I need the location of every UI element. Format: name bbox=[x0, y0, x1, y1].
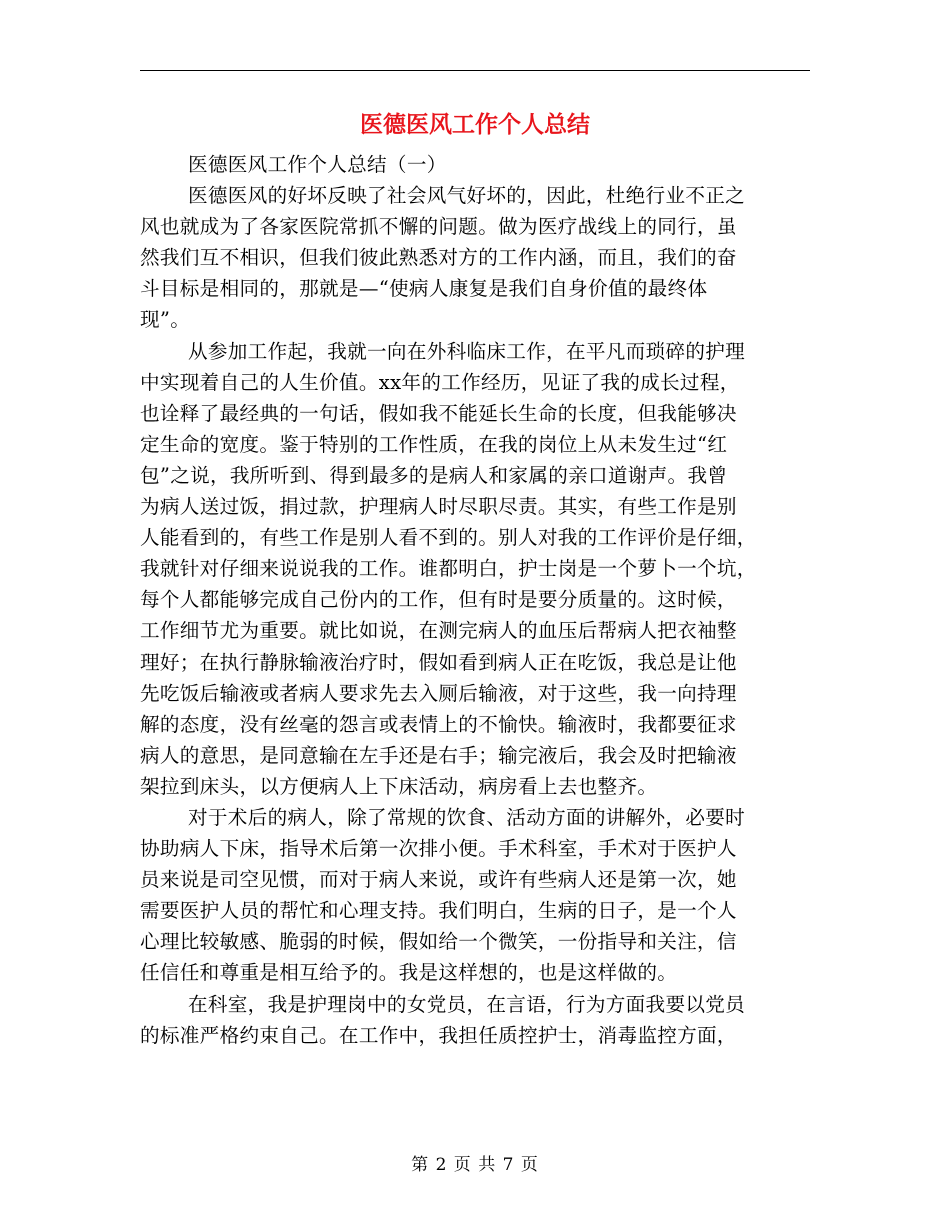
paragraph-4 bbox=[140, 989, 800, 1051]
paragraph-3 bbox=[140, 802, 800, 989]
text-line: 架拉到床头，以方便病人上下床活动，病房看上去也整齐。 bbox=[140, 774, 658, 798]
paragraph-2 bbox=[140, 336, 800, 802]
text-line: 我就针对仔细来说说我的工作。谁都明白，护士岗是一个萝卜一个坑， bbox=[140, 557, 757, 581]
text-line: 斗目标是相同的，那就是—“使病人康复是我们自身价值的最终体 bbox=[140, 277, 708, 301]
text-line: 病人的意思，是同意输在左手还是右手；输完液后，我会及时把输液 bbox=[140, 743, 737, 767]
text-line: 包”之说，我所听到、得到最多的是病人和家属的亲口道谢声。我曾 bbox=[140, 463, 728, 487]
text-line: 需要医护人员的帮忙和心理支持。我们明白，生病的日子，是一个人 bbox=[140, 899, 737, 923]
text-line: 协助病人下床，指导术后第一次排小便。手术科室，手术对于医护人 bbox=[140, 837, 737, 861]
text-line: 中实现着自己的人生价值。xx年的工作经历，见证了我的成长过程， bbox=[140, 370, 740, 394]
text-line: 每个人都能够完成自己份内的工作，但有时是要分质量的。这时候， bbox=[140, 588, 737, 612]
text-line: 工作细节尤为重要。就比如说，在测完病人的血压后帮病人把衣袖整 bbox=[140, 619, 737, 643]
text-line: 解的态度，没有丝毫的怨言或表情上的不愉快。输液时，我都要征求 bbox=[140, 712, 737, 736]
text-line: 任信任和尊重是相互给予的。我是这样想的，也是这样做的。 bbox=[140, 961, 678, 985]
text-line: 的标准严格约束自己。在工作中，我担任质控护士，消毒监控方面， bbox=[140, 1023, 737, 1047]
text-line: 医德医风的好坏反映了社会风气好坏的，因此，杜绝行业不正之 bbox=[188, 184, 746, 208]
text-line: 先吃饭后输液或者病人要求先去入厕后输液，对于这些，我一向持理 bbox=[140, 681, 737, 705]
text-line: 员来说是司空见惯，而对于病人来说，或许有些病人还是第一次，她 bbox=[140, 868, 737, 892]
paragraph-1 bbox=[140, 180, 800, 335]
text-line: 从参加工作起，我就一向在外科临床工作，在平凡而琐碎的护理 bbox=[188, 339, 746, 363]
text-line: 也诠释了最经典的一句话，假如我不能延长生命的长度，但我能够决 bbox=[140, 401, 737, 425]
text-line: 在科室，我是护理岗中的女党员，在言语，行为方面我要以党员 bbox=[188, 992, 746, 1016]
header-rule bbox=[140, 70, 810, 71]
text-line: 心理比较敏感、脆弱的时候，假如给一个微笑，一份指导和关注，信 bbox=[140, 930, 737, 954]
text-line: 现”。 bbox=[140, 308, 191, 332]
text-line: 为病人送过饭，捐过款，护理病人时尽职尽责。其实，有些工作是别 bbox=[140, 495, 737, 519]
text-line: 对于术后的病人，除了常规的饮食、活动方面的讲解外，必要时 bbox=[188, 805, 746, 829]
text-line: 定生命的宽度。鉴于特别的工作性质，在我的岗位上从未发生过“红 bbox=[140, 432, 728, 456]
document-body bbox=[140, 149, 800, 1051]
section-heading: 医德医风工作个人总结（一） bbox=[188, 153, 447, 176]
document-title: 医德医风工作个人总结 bbox=[360, 111, 590, 138]
page-number-footer: 第 2 页 共 7 页 bbox=[411, 1155, 539, 1175]
text-line: 风也就成为了各家医院常抓不懈的问题。做为医疗战线上的同行，虽 bbox=[140, 215, 737, 239]
text-line: 人能看到的，有些工作是别人看不到的。别人对我的工作评价是仔细， bbox=[140, 526, 757, 550]
text-line: 然我们互不相识，但我们彼此熟悉对方的工作内涵，而且，我们的奋 bbox=[140, 246, 737, 270]
text-line: 理好；在执行静脉输液治疗时，假如看到病人正在吃饭，我总是让他 bbox=[140, 650, 737, 674]
